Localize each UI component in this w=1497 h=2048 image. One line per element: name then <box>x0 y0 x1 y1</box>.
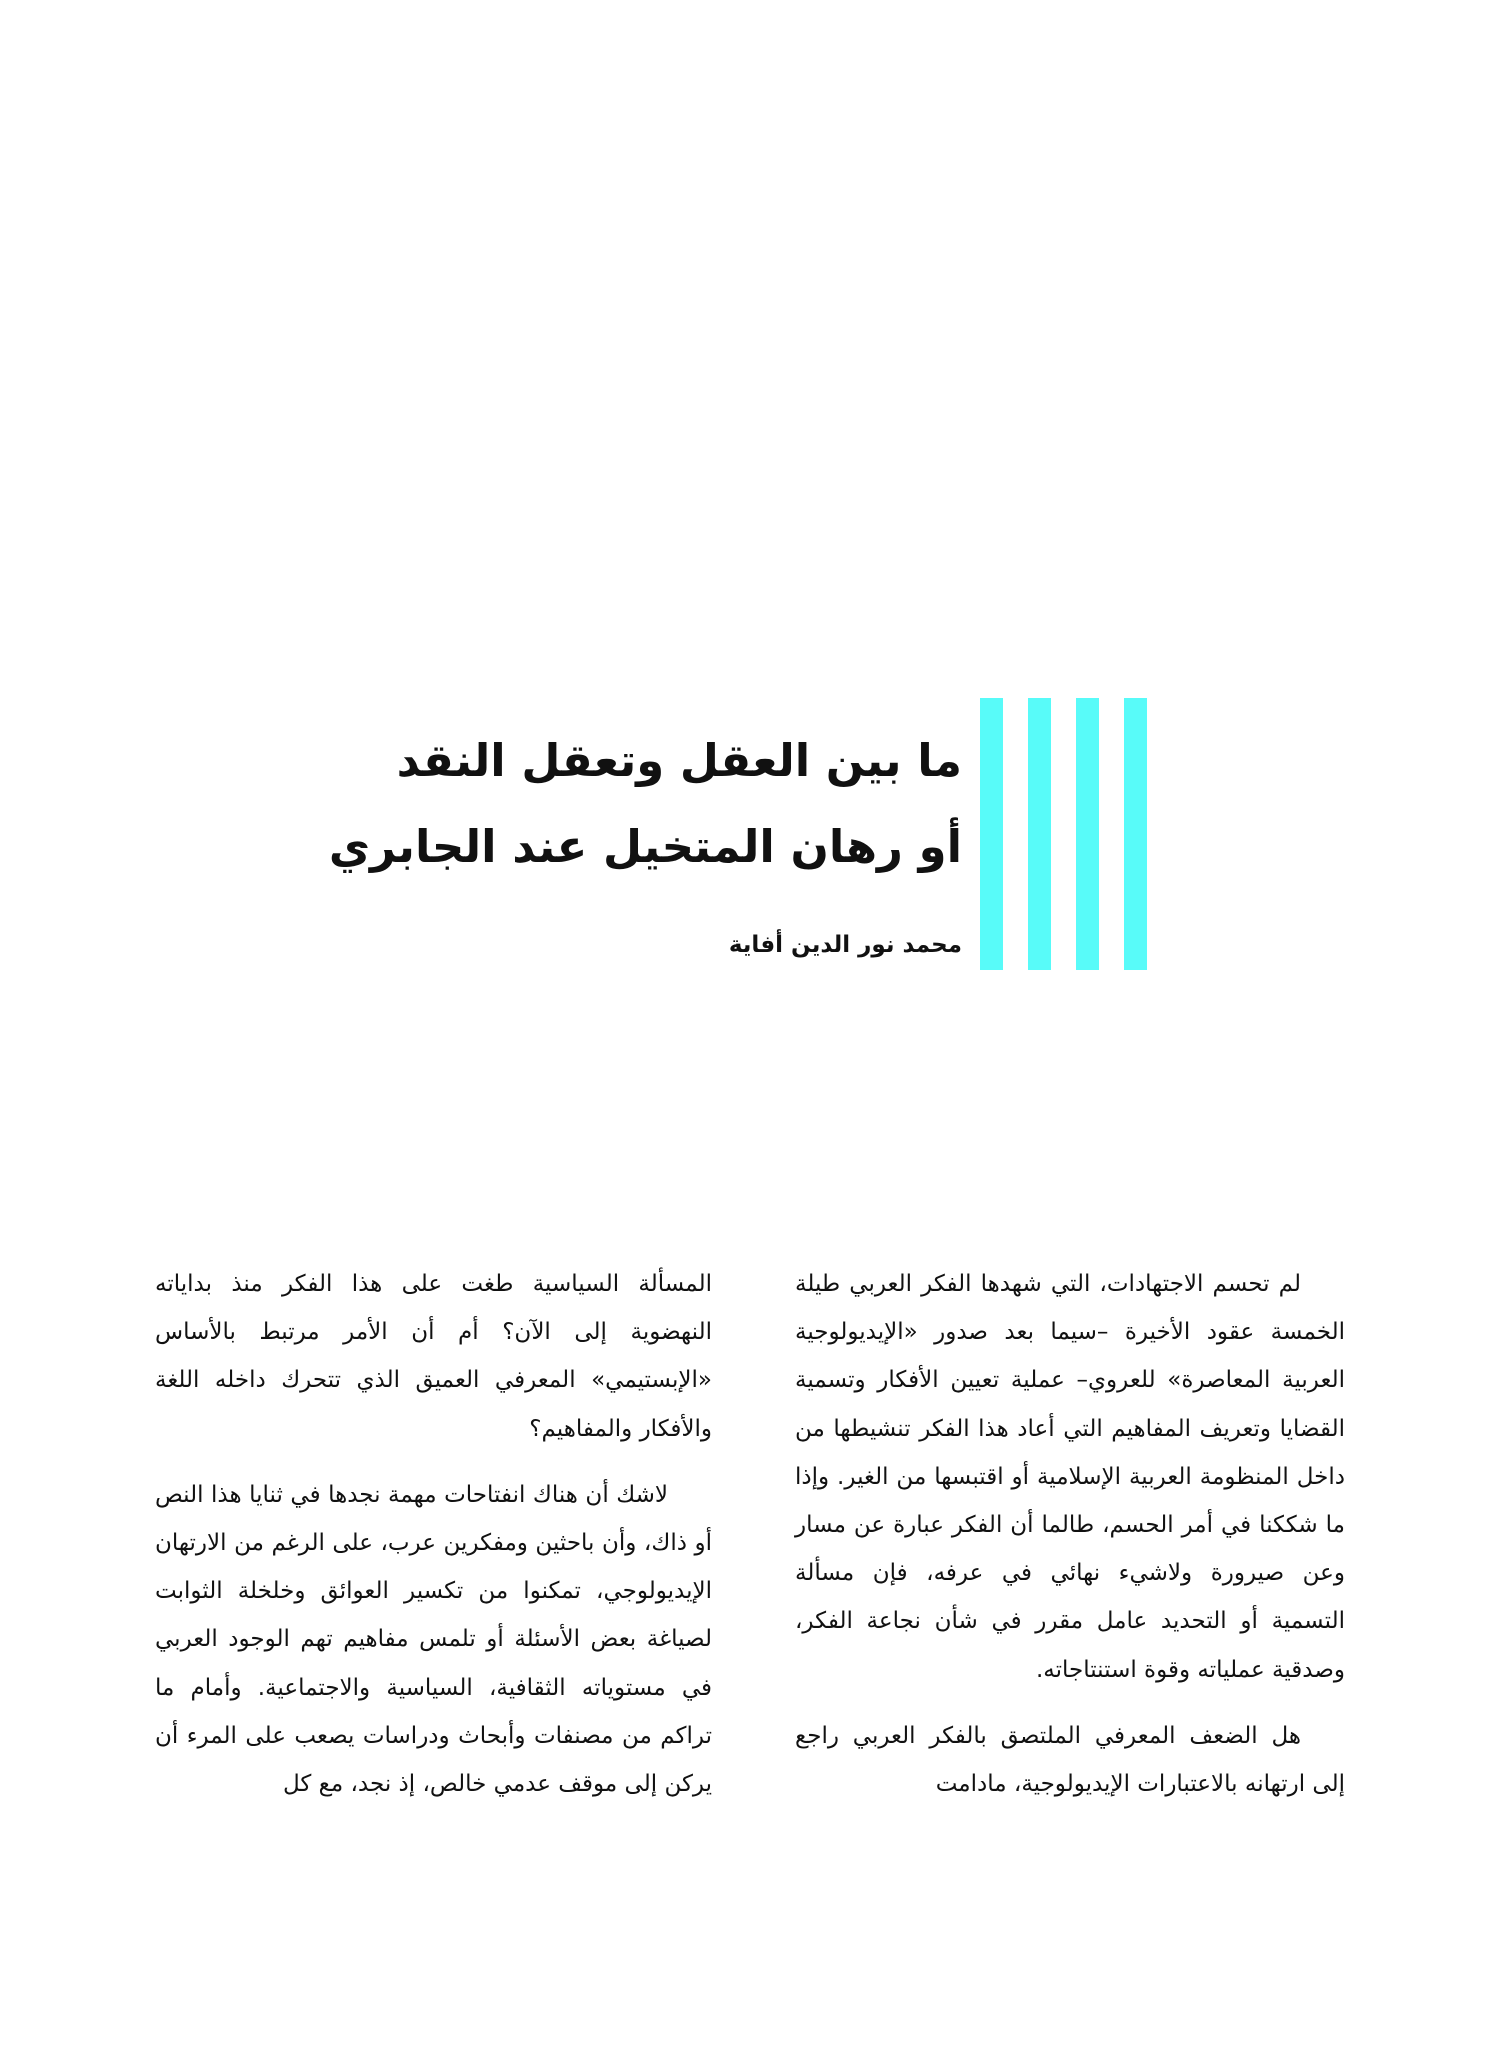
article-title-line-2: أو رهان المتخيل عند الجابري <box>328 820 962 873</box>
decorative-accent-bars <box>980 698 1150 970</box>
body-paragraph: لاشك أن هناك انفتاحات مهمة نجدها في ثنايا هذا النص أو ذاك، وأن باحثين ومفكرين عرب، على الرغم من الارتهان الإيديولوجي، تمكنوا من تكسير العوائق وخلخلة الثوابت لصياغة بعض الأسئلة أو تلمس مفاهيم تهم الوجود العربي في مستوياته الثقافية، السياسية والاجتماعية. وأمام ما تراكم من مصنفات وأبحاث ودراسات يصعب على المرء أن يركن إلى موقف عدمي خالص، إذ نجد، مع كل <box>155 1481 712 1798</box>
body-column-left <box>155 1260 712 1826</box>
article-author: محمد نور الدين أفاية <box>728 932 962 958</box>
accent-bar <box>980 698 1003 970</box>
accent-bar <box>1124 698 1147 970</box>
accent-bar <box>1076 698 1099 970</box>
body-paragraph: المسألة السياسية طغت على هذا الفكر منذ بداياته النهضوية إلى الآن؟ أم أن الأمر مرتبط بالأساس «الإبستيمي» المعرفي العميق الذي تتحرك داخله اللغة والأفكار والمفاهيم؟ <box>155 1271 712 1442</box>
body-column-right <box>795 1260 1345 1826</box>
body-paragraph: لم تحسم الاجتهادات، التي شهدها الفكر العربي طيلة الخمسة عقود الأخيرة –سيما بعد صدور «الإيديولوجية العربية المعاصرة» للعروي– عملية تعيين الأفكار وتسمية القضايا وتعريف المفاهيم التي أعاد هذا الفكر تنشيطها من داخل المنظومة العربية الإسلامية أو اقتبسها من الغير. وإذا ما شككنا في أمر الحسم، طالما أن الفكر عبارة عن مسار وعن صيرورة ولاشيء نهائي في عرفه، فإن مسألة التسمية أو التحديد عامل مقرر في شأن نجاعة الفكر، وصدقية عملياته وقوة استنتاجاته. <box>795 1271 1345 1683</box>
accent-bar <box>1028 698 1051 970</box>
article-title <box>262 718 962 890</box>
body-paragraph: هل الضعف المعرفي الملتصق بالفكر العربي راجع إلى ارتهانه بالاعتبارات الإيديولوجية، مادامت <box>795 1722 1345 1798</box>
article-title-line-1: ما بين العقل وتعقل النقد <box>396 734 962 787</box>
